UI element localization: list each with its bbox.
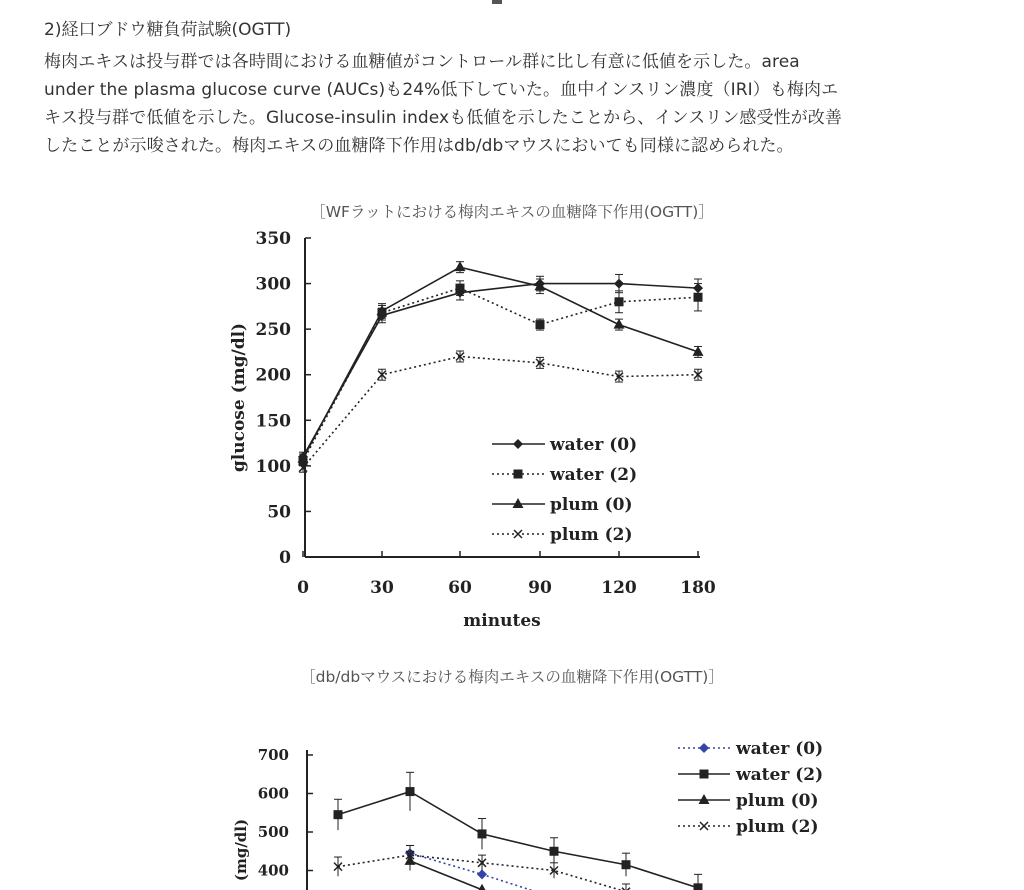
chart2-title: ［db/dbマウスにおける梅肉エキスの血糖降下作用(OGTT)］ (300, 668, 724, 686)
chart1-legend-marker (514, 470, 523, 479)
chart1-x-tick-label: 90 (528, 578, 552, 598)
chart1-legend-label: water (0) (550, 435, 638, 455)
chart2-series-line (338, 792, 698, 888)
chart1-y-tick-label: 0 (279, 548, 291, 568)
paragraph-line-1: 梅肉エキスは投与群では各時間における血糖値がコントロール群に比し有意に低値を示した。area (44, 52, 800, 72)
chart1-legend-marker (514, 530, 522, 538)
chart1-point (614, 279, 624, 289)
chart1-y-tick-label: 150 (255, 411, 291, 432)
chart1-y-tick-label: 50 (267, 502, 291, 523)
chart1-wf-rat-ogtt (0, 220, 1024, 640)
chart1-x-tick-label: 60 (448, 578, 472, 598)
chart1-y-axis-label: glucose (mg/dl) (229, 322, 249, 473)
chart2-point (622, 860, 631, 869)
chart2-point (406, 787, 415, 796)
paragraph-line-4: したことが示唆された。梅肉エキスの血糖降下作用はdb/dbマウスにおいても同様に認められた。 (44, 136, 794, 156)
chart2-point (334, 810, 343, 819)
chart1-point (456, 284, 465, 293)
chart2-y-tick-label: 400 (257, 861, 289, 880)
chart2-legend-marker (699, 794, 710, 804)
chart2-legend-marker (700, 770, 709, 779)
chart1-y-tick-label: 250 (255, 320, 291, 341)
chart1-y-tick-label: 350 (255, 229, 291, 249)
chart2-dbdb-mouse-ogtt (0, 720, 1024, 890)
chart2-series-line (410, 861, 482, 890)
chart2-point (478, 829, 487, 838)
chart2-legend-label: plum (0) (736, 791, 819, 811)
paragraph-line-2: under the plasma glucose curve (AUCs)も24%低下していた。血中インスリン濃度（IRI）も梅肉エ (44, 80, 839, 100)
chart1-x-tick-label: 0 (297, 578, 309, 598)
chart1-y-tick-label: 200 (255, 365, 291, 386)
chart1-series-line (303, 356, 698, 467)
paragraph (44, 48, 1004, 160)
chart2-point (477, 869, 487, 879)
chart2-y-tick-label: 600 (257, 784, 289, 803)
chart1-legend-marker (513, 439, 523, 449)
chart1-point (455, 261, 466, 271)
chart1-y-tick-label: 300 (255, 274, 291, 295)
chart1-point (615, 297, 624, 306)
chart1-legend-label: plum (2) (550, 525, 633, 545)
chart1-x-tick-label: 30 (370, 578, 394, 598)
chart1-legend-marker (513, 498, 524, 508)
chart1-legend-label: plum (0) (550, 495, 633, 515)
paragraph-line-3: キス投与群で低値を示した。Glucose-insulin indexも低値を示したことから、インスリン感受性が改善 (44, 108, 842, 128)
chart1-series-line (303, 284, 698, 457)
chart2-point (694, 883, 703, 890)
chart2-point (550, 847, 559, 856)
page-top-mark (492, 0, 502, 4)
chart1-x-tick-label: 120 (601, 578, 637, 598)
chart1-series-line (303, 288, 698, 461)
chart1-y-tick-label: 100 (255, 456, 291, 477)
chart2-legend-label: water (2) (736, 765, 824, 785)
chart1-x-axis-label: minutes (463, 611, 541, 631)
chart2-y-tick-label: 700 (257, 746, 289, 764)
chart2-legend-label: water (0) (736, 739, 824, 759)
chart1-series-line (303, 267, 698, 458)
chart2-y-tick-label: 500 (257, 823, 289, 841)
section-title: 2)経口ブドウ糖負荷試験(OGTT) (44, 20, 292, 40)
chart1-legend-label: water (2) (550, 465, 638, 485)
chart1-x-tick-label: 180 (680, 578, 716, 598)
chart2-legend-marker (700, 822, 708, 830)
chart1-point (536, 320, 545, 329)
chart2-y-axis-label: (mg/dl) (232, 818, 250, 882)
chart1-title: ［WFラットにおける梅肉エキスの血糖降下作用(OGTT)］ (310, 203, 714, 221)
chart2-legend-marker (699, 743, 709, 753)
chart2-legend-label: plum (2) (736, 817, 819, 837)
chart1-point (694, 293, 703, 302)
